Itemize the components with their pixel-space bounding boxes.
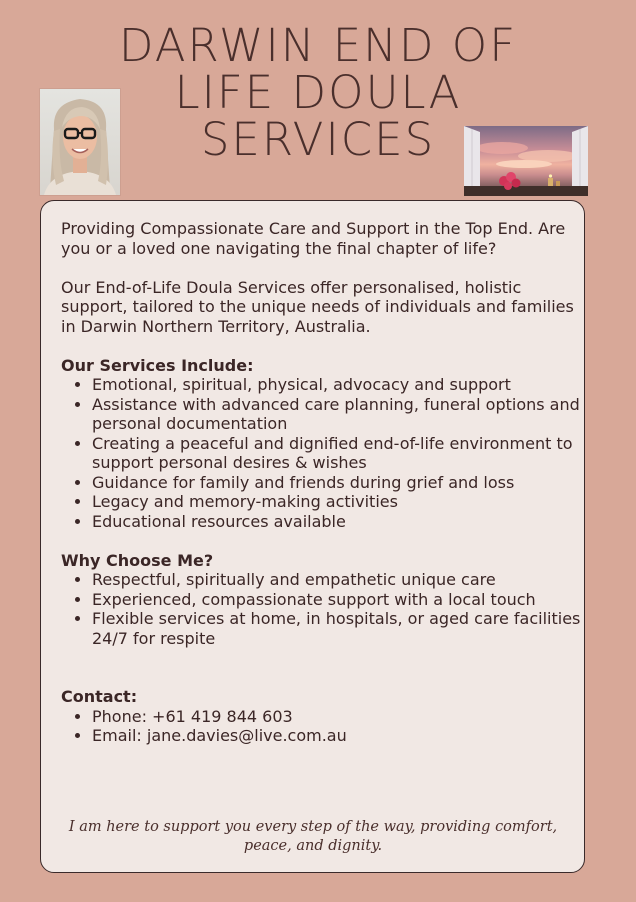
- list-item: • Flexible services at home, in hospitals, or aged care facilities 24/7 for respite: [92, 609, 581, 648]
- list-item: • Guidance for family and friends during grief and loss: [92, 473, 581, 493]
- contact-phone[interactable]: • Phone: +61 419 844 603: [92, 707, 581, 727]
- portrait-illustration: [40, 89, 120, 195]
- title-line-3: SERVICES: [200, 113, 436, 166]
- window-sunset-illustration: [464, 126, 588, 196]
- spacer: [61, 648, 581, 668]
- services-list: [61, 375, 581, 531]
- title-line-1: DARWIN END OF: [118, 19, 518, 72]
- contact-email[interactable]: • Email: jane.davies@live.com.au: [92, 726, 581, 746]
- intro-paragraph-1: Providing Compassionate Care and Support in the Top End. Are you or a loved one navigating the final chapter of life?: [61, 219, 566, 258]
- list-item: • Legacy and memory-making activities: [92, 492, 581, 512]
- spacer: [61, 336, 581, 356]
- contact-heading: Contact:: [61, 687, 138, 706]
- spacer: [61, 531, 581, 551]
- info-card: [40, 200, 585, 873]
- spacer: [61, 668, 581, 688]
- list-item: • Assistance with advanced care planning, funeral options and personal documentation: [92, 395, 581, 434]
- title-line-2: LIFE DOULA: [174, 66, 462, 119]
- intro-paragraph-2: Our End-of-Life Doula Services offer personalised, holistic support, tailored to the unique needs of individuals and families in Darwin Northern Territory, Australia.: [61, 277, 574, 336]
- list-item: • Respectful, spiritually and empathetic unique care: [92, 570, 581, 590]
- card-content: [61, 219, 581, 746]
- spacer: [61, 258, 581, 278]
- why-list: [61, 570, 581, 648]
- portrait-photo: [40, 89, 120, 195]
- why-heading: Why Choose Me?: [61, 550, 214, 570]
- services-heading: Our Services Include:: [61, 355, 254, 375]
- list-item: • Emotional, spiritual, physical, advocacy and support: [92, 375, 581, 395]
- contact-list: [61, 707, 581, 746]
- list-item: • Experienced, compassionate support with a local touch: [92, 590, 581, 610]
- list-item: • Educational resources available: [92, 512, 581, 532]
- window-sunset-image: [464, 126, 588, 196]
- list-item: • Creating a peaceful and dignified end-of-life environment to support personal desires & wishes: [92, 434, 581, 473]
- closing-message: I am here to support you every step of the way, providing comfort, peace, and dignity.: [68, 819, 558, 854]
